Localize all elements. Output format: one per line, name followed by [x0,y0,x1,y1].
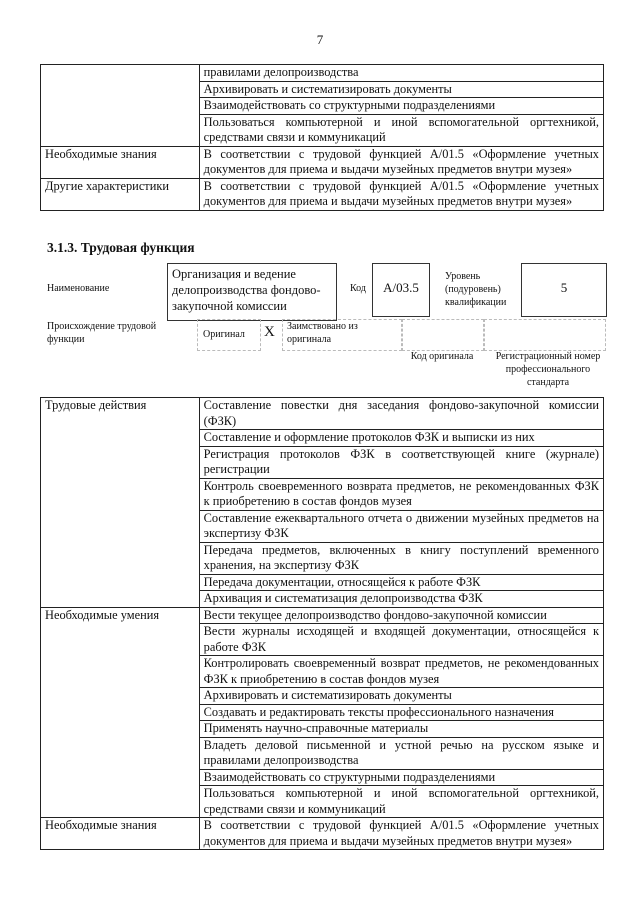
row-group-label: Необходимые знания [41,146,200,178]
row-item-text: правилами делопроизводства [199,65,603,82]
table-row [41,818,604,850]
main-table [40,397,604,850]
table-row [41,607,604,624]
original-mark: X [264,324,275,340]
table-row [41,178,604,210]
row-item-text: Передача документации, относящейся к работе ФЗК [199,574,603,591]
row-group-label: Другие характеристики [41,178,200,210]
row-item-text: Взаимодействовать со структурными подразделениями [199,98,603,115]
table-row [41,65,604,82]
row-item-text: Контроль своевременного возврата предметов, не рекомендованных ФЗК к приобретению в состав фондов музея [199,478,603,510]
origin-label: Происхождение трудовой функции [47,321,157,345]
top-table [40,64,604,211]
row-item-text: Регистрация протоколов ФЗК в соответствующей книге (журнале) регистрации [199,446,603,478]
reg-number-cell [484,319,606,351]
row-item-text: Взаимодействовать со структурными подразделениями [199,769,603,786]
row-item-text: Архивация и систематизация делопроизводства ФЗК [199,591,603,608]
row-group-label [41,65,200,147]
borrowed-label: Заимствовано из оригинала [287,321,358,345]
row-item-text: Вести текущее делопроизводство фондово-закупочной комиссии [199,607,603,624]
page-number: 7 [316,32,324,47]
reg-number-caption: Регистрационный номер профессионального стандарта [495,351,601,388]
row-item-text: Владеть деловой письменной и устной речью на русском языке и правилами делопроизводства [199,737,603,769]
row-item-text: Применять научно-справочные материалы [199,721,603,738]
row-item-text: Пользоваться компьютерной и иной вспомогательной оргтехникой, средствами связи и коммуникаций [199,114,603,146]
row-item-text: Архивировать и систематизировать документы [199,81,603,98]
row-group-label: Трудовые действия [41,398,200,608]
name-label: Наименование [47,283,110,294]
row-group-label: Необходимые умения [41,607,200,818]
code-label: Код [350,283,366,294]
row-item-text: Составление повестки дня заседания фондово-закупочной комиссии (ФЗК) [199,398,603,430]
level-value: 5 [521,263,607,317]
row-item-text: Пользоваться компьютерной и иной вспомогательной оргтехникой, средствами связи и коммуникаций [199,786,603,818]
row-item-text: Передача предметов, включенных в книгу поступлений временного хранения, на экспертизу ФЗК [199,542,603,574]
code-value: А/03.5 [372,263,430,317]
table-row [41,146,604,178]
row-item-text: В соответствии с трудовой функцией А/01.5 «Оформление учетных документов для приема и выдачи музейных предметов внутри музея» [199,178,603,210]
row-item-text: Архивировать и систематизировать документы [199,688,603,705]
original-label: Оригинал [203,329,245,340]
level-label: Уровень (подуровень) квалификации [445,271,507,308]
section-title: 3.1.3. Трудовая функция [47,240,195,255]
code-original-cell [402,319,484,351]
row-item-text: Контролировать своевременный возврат предметов, не рекомендованных ФЗК к приобретению в состав фондов музея [199,656,603,688]
row-group-label: Необходимые знания [41,818,200,850]
row-item-text: В соответствии с трудовой функцией А/01.5 «Оформление учетных документов для приема и выдачи музейных предметов внутри музея» [199,146,603,178]
row-item-text: Составление и оформление протоколов ФЗК и выписки из них [199,430,603,447]
name-value: Организация и ведение делопроизводства фондово-закупочной комиссии [167,263,337,321]
table-row [41,398,604,430]
row-item-text: Составление ежеквартального отчета о движении музейных предметов на экспертизу ФЗК [199,510,603,542]
code-original-caption: Код оригинала [410,351,474,362]
row-item-text: Создавать и редактировать тексты профессионального назначения [199,704,603,721]
row-item-text: Вести журналы исходящей и входящей документации, относящейся к работе ФЗК [199,624,603,656]
row-item-text: В соответствии с трудовой функцией А/01.5 «Оформление учетных документов для приема и выдачи музейных предметов внутри музея» [199,818,603,850]
